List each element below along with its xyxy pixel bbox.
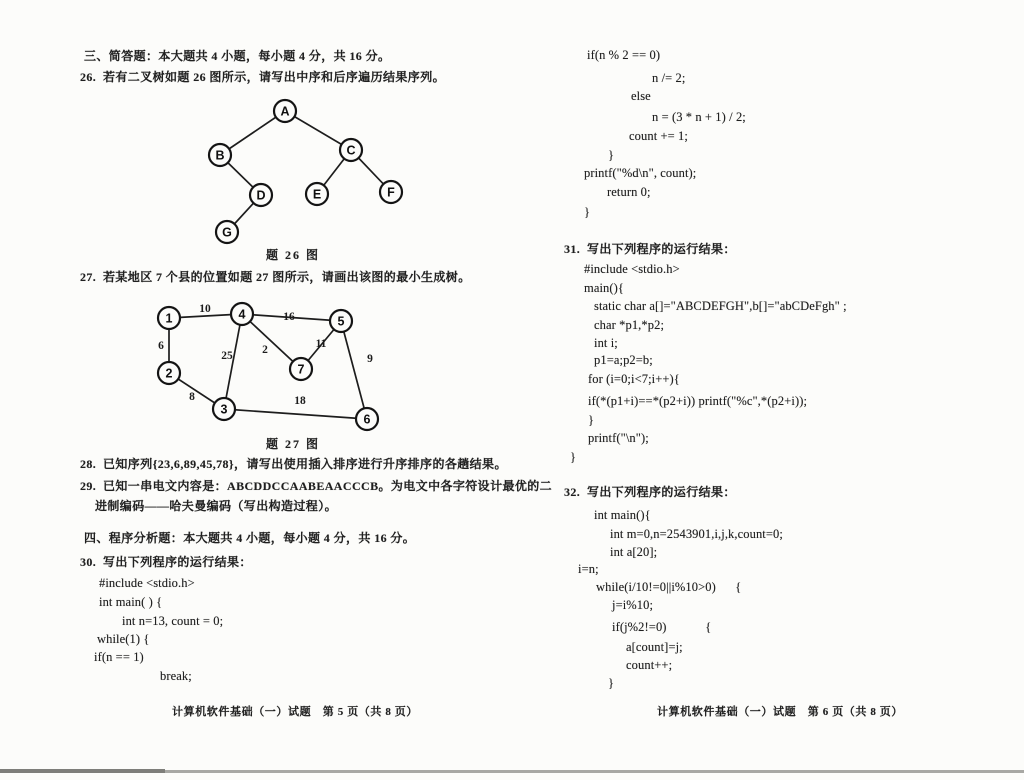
text-line: if(n % 2 == 0) xyxy=(587,48,661,62)
text-line: else xyxy=(631,89,651,103)
text-line: char *p1,*p2; xyxy=(594,318,665,332)
text-line: static char a[]="ABCDEFGH",b[]="abCDeFgh" ; xyxy=(594,299,847,313)
figure-node-label: 5 xyxy=(337,314,345,329)
figure-edge-weight: 11 xyxy=(315,338,327,350)
text-line: while(i/10!=0||i%10>0) { xyxy=(596,580,742,594)
text-line: a[count]=j; xyxy=(626,640,683,654)
binary-tree-figure-q26 xyxy=(170,96,430,251)
text-line: int a[20]; xyxy=(610,545,658,559)
scan-bottom-edge-dark-segment xyxy=(0,769,165,773)
text-line: break; xyxy=(160,669,192,683)
text-line: 28. 已知序列{23,6,89,45,78}，请写出使用插入排序进行升序排序的各趟结果。 xyxy=(80,457,507,471)
text-line: return 0; xyxy=(607,185,651,199)
text-line: 四、程序分析题：本大题共 4 小题，每小题 4 分，共 16 分。 xyxy=(84,531,416,545)
text-line: printf("\n"); xyxy=(588,431,649,445)
figure-node-label: 2 xyxy=(165,366,173,381)
weighted-graph-figure-q27 xyxy=(138,296,393,438)
text-line: 30. 写出下列程序的运行结果： xyxy=(80,555,252,569)
figure-node-label: 3 xyxy=(220,402,228,417)
text-line: int main( ) { xyxy=(99,595,163,609)
text-line: count++; xyxy=(626,658,673,672)
figure-edge-weight: 2 xyxy=(262,344,268,356)
text-line: } xyxy=(588,413,595,427)
text-line: if(*(p1+i)==*(p2+i)) printf("%c",*(p2+i)); xyxy=(588,394,808,408)
text-line: 27. 若某地区 7 个县的位置如题 27 图所示，请画出该图的最小生成树。 xyxy=(80,270,471,284)
text-line: 32. 写出下列程序的运行结果： xyxy=(564,485,736,499)
text-line: int n=13, count = 0; xyxy=(122,614,224,628)
text-line: i=n; xyxy=(578,562,599,576)
figure-node-label: A xyxy=(280,104,290,119)
text-line: } xyxy=(570,450,577,464)
text-line: p1=a;p2=b; xyxy=(594,353,653,367)
text-line: main(){ xyxy=(584,281,625,295)
text-line: printf("%d\n", count); xyxy=(584,166,697,180)
figure-node-label: G xyxy=(222,225,232,240)
figure-node-label: 7 xyxy=(297,362,305,377)
text-line: 三、简答题：本大题共 4 小题，每小题 4 分，共 16 分。 xyxy=(84,49,391,63)
figure-edge-weight: 9 xyxy=(367,353,373,365)
text-line: n = (3 * n + 1) / 2; xyxy=(652,110,746,124)
text-line: 进制编码——哈夫曼编码（写出构造过程）。 xyxy=(95,499,338,513)
text-line: int main(){ xyxy=(594,508,651,522)
text-line: 31. 写出下列程序的运行结果： xyxy=(564,242,736,256)
text-line: n /= 2; xyxy=(652,71,686,85)
figure-node-label: 1 xyxy=(165,311,173,326)
figure-edge-weight: 6 xyxy=(158,340,164,352)
text-line: count += 1; xyxy=(629,129,688,143)
figure-edge-weight: 25 xyxy=(221,350,233,362)
figure-edge-weight: 10 xyxy=(199,303,211,315)
text-line: int i; xyxy=(594,336,618,350)
footer-page5: 计算机软件基础（一）试题 第 5 页（共 8 页） xyxy=(172,706,418,718)
figure-edge-weight: 8 xyxy=(189,391,195,403)
text-line: } xyxy=(608,676,615,690)
text-line: j=i%10; xyxy=(612,598,654,612)
figure-node-label: C xyxy=(346,143,356,158)
figure-edge xyxy=(224,409,367,419)
figure-edge-weight: 16 xyxy=(283,311,295,323)
text-line: if(n == 1) xyxy=(94,650,144,664)
figure-node-label: 4 xyxy=(238,307,246,322)
figure-node-label: E xyxy=(312,187,322,202)
text-line: while(1) { xyxy=(97,632,150,646)
text-line: #include <stdio.h> xyxy=(584,262,680,276)
figure-node-label: 6 xyxy=(363,412,371,427)
text-line: for (i=0;i<7;i++){ xyxy=(588,372,680,386)
text-line: if(j%2!=0) { xyxy=(612,620,712,634)
figure-edge-weight: 18 xyxy=(294,395,306,407)
figure-node-label: F xyxy=(387,185,395,200)
text-line: 29. 已知一串电文内容是：ABCDDCCAABEAACCCB。为电文中各字符设计最优的二 xyxy=(80,479,553,493)
text-line: int m=0,n=2543901,i,j,k,count=0; xyxy=(610,527,783,541)
figure-node-label: D xyxy=(256,188,266,203)
text-line: } xyxy=(584,205,591,219)
text-line: } xyxy=(608,148,615,162)
text-line: 题 26 图 xyxy=(266,248,321,262)
footer-page6: 计算机软件基础（一）试题 第 6 页（共 8 页） xyxy=(657,706,903,718)
text-line: 26. 若有二叉树如题 26 图所示，请写出中序和后序遍历结果序列。 xyxy=(80,70,446,84)
text-line: 题 27 图 xyxy=(266,437,321,451)
text-line: #include <stdio.h> xyxy=(99,576,195,590)
figure-edge xyxy=(341,321,367,419)
figure-node-label: B xyxy=(215,148,225,163)
